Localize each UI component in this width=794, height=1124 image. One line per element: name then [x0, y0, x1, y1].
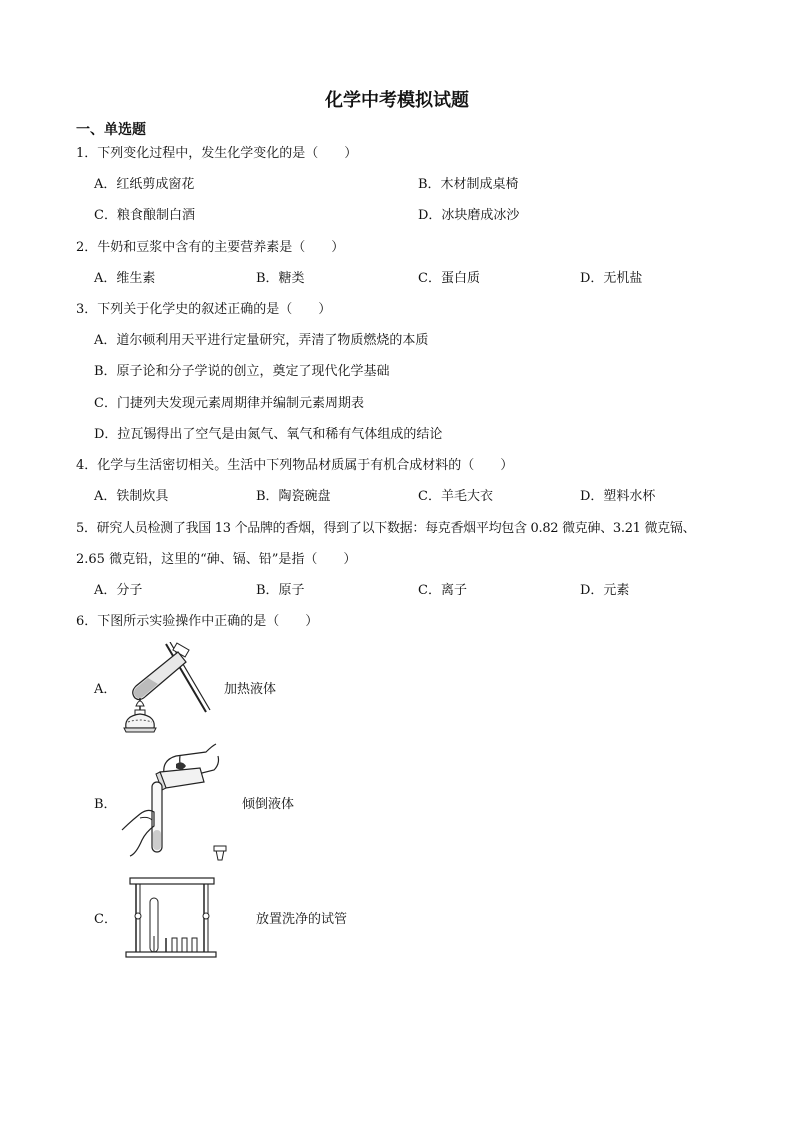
question-2-option-a: A．维生素	[94, 271, 156, 286]
pouring-liquid-illustration	[120, 742, 230, 864]
question-6-option-a-letter: A．	[94, 682, 117, 697]
question-6-option-b-caption: 倾倒液体	[242, 797, 295, 812]
question-3-stem: 3．下列关于化学史的叙述正确的是（ ）	[76, 302, 332, 317]
question-2-option-c: C．蛋白质	[418, 271, 480, 286]
question-4-option-b: B．陶瓷碗盘	[256, 489, 331, 504]
question-5-option-a: A．分子	[94, 583, 143, 598]
question-1-option-c: C．粮食酿制白酒	[94, 208, 195, 223]
question-5-stem-line-2: 2.65 微克铅，这里的“砷、镉、铅”是指（ ）	[76, 552, 357, 567]
page-title: 化学中考模拟试题	[325, 90, 469, 111]
question-2-option-d: D．无机盐	[580, 271, 643, 286]
question-5-option-d: D．元素	[580, 583, 630, 598]
question-3-option-c: C．门捷列夫发现元素周期律并编制元素周期表	[94, 396, 364, 411]
question-2-option-b: B．糖类	[256, 271, 305, 286]
question-5-stem-line-1: 5．研究人员检测了我国 13 个品牌的香烟，得到了以下数据：每克香烟平均包含 0.82 微克砷、3.21 微克镉、	[76, 521, 696, 536]
question-6-option-b-letter: B．	[94, 797, 117, 812]
heating-liquid-illustration	[118, 642, 214, 740]
question-4-option-d: D．塑料水杯	[580, 489, 656, 504]
question-5-option-c: C．离子	[418, 583, 467, 598]
question-4-option-c: C．羊毛大衣	[418, 489, 493, 504]
question-2-stem: 2．牛奶和豆浆中含有的主要营养素是（ ）	[76, 240, 345, 255]
question-1-option-d: D．冰块磨成冰沙	[418, 208, 520, 223]
question-1-option-a: A．红纸剪成窗花	[94, 177, 195, 192]
question-1-option-b: B．木材制成桌椅	[418, 177, 519, 192]
question-6-option-c-caption: 放置洗净的试管	[256, 912, 348, 927]
question-6-option-c-letter: C．	[94, 912, 117, 927]
question-4-stem: 4．化学与生活密切相关。生活中下列物品材质属于有机合成材料的（ ）	[76, 458, 514, 473]
question-3-option-a: A．道尔顿利用天平进行定量研究，弄清了物质燃烧的本质	[94, 333, 429, 348]
question-3-option-d: D．拉瓦锡得出了空气是由氮气、氧气和稀有气体组成的结论	[94, 427, 443, 442]
question-6-option-a-caption: 加热液体	[224, 682, 277, 697]
question-4-option-a: A．铁制炊具	[94, 489, 169, 504]
section-heading: 一、单选题	[76, 122, 146, 138]
question-5-option-b: B．原子	[256, 583, 305, 598]
question-3-option-b: B．原子论和分子学说的创立，奠定了现代化学基础	[94, 364, 390, 379]
test-tube-rack-illustration	[120, 876, 220, 958]
question-6-stem: 6．下图所示实验操作中正确的是（ ）	[76, 614, 319, 629]
question-1-stem: 1．下列变化过程中，发生化学变化的是（ ）	[76, 146, 358, 161]
